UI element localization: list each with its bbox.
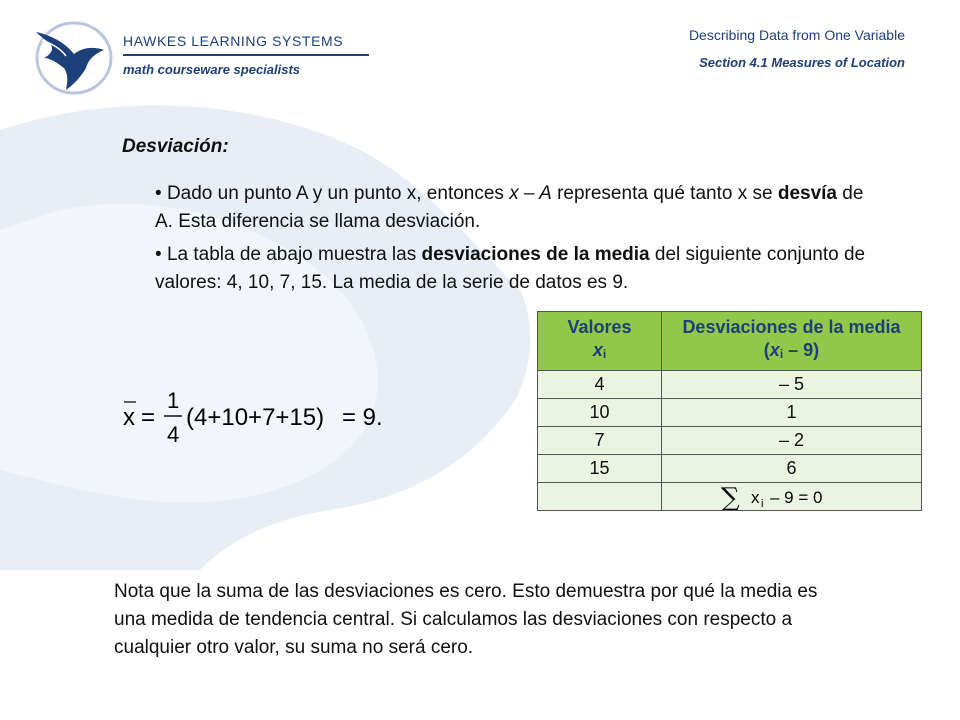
sum-formula — [717, 483, 867, 510]
table-sum-row — [538, 483, 922, 511]
brand-block — [123, 33, 369, 77]
bullet-marker: • — [155, 183, 162, 204]
brand-name: HAWKES LEARNING SYSTEMS — [123, 33, 369, 56]
bullet1-text-3: de A. Esta diferencia se llama desviación. — [155, 183, 864, 232]
brand-tagline: math courseware specialists — [123, 62, 301, 77]
conclusion-note: Nota que la suma de las desviaciones es cero. Esto demuestra por qué la media es una medida de tendencia central. Si calculamos las desviaciones con respecto a cualquier otro valor, su suma no será cero. — [114, 581, 818, 658]
slide-heading: Desviación: — [122, 136, 229, 157]
mean-formula — [120, 378, 410, 458]
header-values-subscript: i — [602, 347, 607, 361]
table-header-row — [538, 312, 922, 371]
formula-denominator: 4 — [167, 422, 180, 447]
bullet-marker: • — [155, 244, 162, 265]
bullet1-emphasis: desvía — [777, 183, 837, 204]
hawkes-eagle-logo — [30, 18, 114, 96]
sum-cell — [662, 483, 922, 511]
table-row — [538, 427, 922, 455]
bullet-list — [155, 180, 875, 302]
bullet-table-description — [155, 241, 875, 297]
sigma-icon: ∑ — [720, 483, 740, 510]
table-row — [538, 455, 922, 483]
deviation-cell: 6 — [662, 455, 922, 483]
sum-var: x — [750, 488, 759, 507]
header-deviations-subscript: i — [779, 347, 784, 361]
topic-title: Describing Data from One Variable — [688, 27, 905, 43]
header-deviations-open: ( — [763, 340, 770, 360]
header-deviations-label: Desviaciones de la media — [682, 317, 901, 337]
header-values — [538, 312, 662, 371]
value-cell: 7 — [538, 427, 662, 455]
empty-cell — [538, 483, 662, 511]
deviation-cell: – 5 — [662, 371, 922, 399]
bullet-deviation-definition — [155, 180, 875, 236]
header-deviations — [662, 312, 922, 371]
deviation-cell: 1 — [662, 399, 922, 427]
sum-subscript: i — [760, 498, 763, 510]
formula-equals: = — [141, 404, 156, 431]
bullet1-text-2: representa qué tanto x se — [551, 183, 778, 204]
value-cell: 10 — [538, 399, 662, 427]
formula-body: (4+10+7+15) — [186, 404, 325, 431]
value-cell: 15 — [538, 455, 662, 483]
topic-block — [689, 27, 905, 70]
formula-lhs: x — [123, 404, 135, 431]
bullet2-emphasis: desviaciones de la media — [421, 244, 650, 265]
bullet1-text-1: Dado un punto A y un punto x, entonces — [166, 183, 510, 204]
header-deviations-var: x — [769, 340, 780, 360]
table-row — [538, 371, 922, 399]
deviations-table — [537, 311, 922, 511]
header-values-var: x — [592, 340, 603, 360]
header-values-label: Valores — [567, 317, 632, 337]
bullet2-text-2: del siguiente conjunto de valores: 4, 10, 7, 15. La media de la serie de datos es 9. — [155, 244, 866, 293]
header-deviations-rest: – 9) — [783, 340, 820, 360]
deviation-cell: – 2 — [662, 427, 922, 455]
bullet1-expression: x – A — [509, 183, 552, 204]
table-row — [538, 399, 922, 427]
formula-numerator: 1 — [167, 388, 180, 413]
topic-section: Section 4.1 Measures of Location — [699, 55, 905, 70]
eagle-watermark — [0, 90, 540, 570]
value-cell: 4 — [538, 371, 662, 399]
formula-result: = 9. — [342, 404, 383, 431]
sum-rest: – 9 = 0 — [769, 488, 822, 507]
bullet2-text-1: La tabla de abajo muestra las — [166, 244, 422, 265]
